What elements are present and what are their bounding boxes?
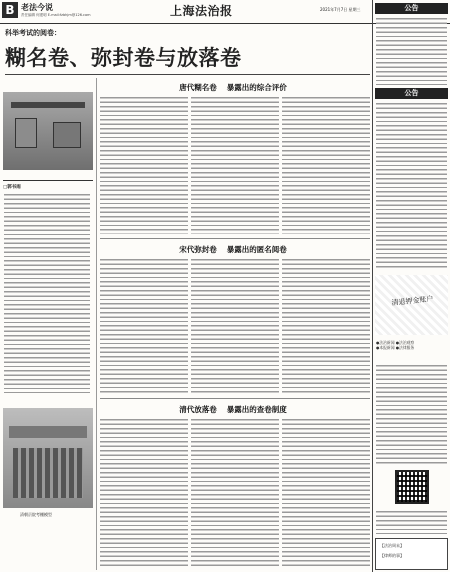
section-name: 老法今说	[21, 3, 53, 12]
notice-2-text	[376, 102, 447, 270]
image-figure-left	[15, 118, 37, 148]
section-1-subtitle: 暴露出的综合评价	[226, 83, 287, 92]
sidebar-rule	[372, 0, 373, 572]
kicker: 科举考试的阅卷：	[5, 29, 61, 37]
notice-1-text	[376, 17, 447, 85]
article-image-exam-hall	[3, 408, 93, 508]
notice-header-2: 公告	[375, 88, 448, 99]
section-1-title: 唐代糊名卷	[179, 83, 217, 92]
author-column	[3, 180, 93, 395]
author-body-text	[4, 193, 90, 393]
section-2-rule	[100, 398, 370, 399]
section-2-col-3	[282, 258, 370, 394]
section-1-header	[96, 82, 370, 93]
promo-text: 清退押金账户	[391, 294, 434, 308]
ad-line-2: 【律师的事】	[380, 553, 404, 558]
author-label: □郭书雨	[3, 185, 21, 190]
notice-header-1: 公告	[375, 3, 448, 14]
section-1-rule	[100, 238, 370, 239]
image-cells	[13, 448, 83, 498]
section-3-col-3	[282, 418, 370, 568]
image-figure-right	[53, 122, 81, 148]
section-2-col-2	[191, 258, 279, 394]
wx-line-1: ●法治新闻 ●法治观察	[376, 340, 415, 345]
section-3-subtitle: 暴露出的查卷制度	[226, 405, 287, 414]
section-1-col-2	[191, 96, 279, 234]
section-1-col-1	[100, 96, 188, 234]
section-3-header	[96, 404, 370, 415]
paper-date: 2021年7月7日 星期三	[320, 7, 361, 12]
ad-line-1: 【法治周末】	[380, 543, 404, 548]
wx-line-2: ●本报新闻 ●法律服务	[376, 345, 415, 350]
section-3-title: 清代放落卷	[179, 405, 217, 414]
section-logo: B	[2, 2, 18, 18]
section-3-col-1	[100, 418, 188, 568]
bottom-ad-box	[375, 538, 448, 570]
image-roof-2	[9, 426, 87, 438]
headline: 糊名卷、弥封卷与放落卷	[5, 46, 242, 70]
section-2-col-1	[100, 258, 188, 394]
editor-credit: 责任编辑 何建明 E-mail:fzbhjm@126.com	[21, 13, 91, 17]
paper-title: 上海法治报	[170, 4, 233, 18]
article-image-exam-scene	[3, 92, 93, 170]
wx-list	[376, 340, 447, 360]
image-caption: 清朝贡院考棚模型	[20, 512, 52, 517]
sidebar-text	[376, 364, 447, 464]
qr-code-icon	[395, 470, 429, 504]
image-roof	[11, 102, 85, 108]
column-rule	[96, 78, 97, 570]
section-2-header	[96, 244, 370, 255]
section-2-subtitle: 暴露出的匿名阅卷	[226, 245, 287, 254]
sidebar-footer-text	[376, 510, 447, 534]
section-1-col-3	[282, 96, 370, 234]
section-2-title: 宋代弥封卷	[179, 245, 217, 254]
section-3-col-2	[191, 418, 279, 568]
headline-rule	[5, 74, 370, 75]
